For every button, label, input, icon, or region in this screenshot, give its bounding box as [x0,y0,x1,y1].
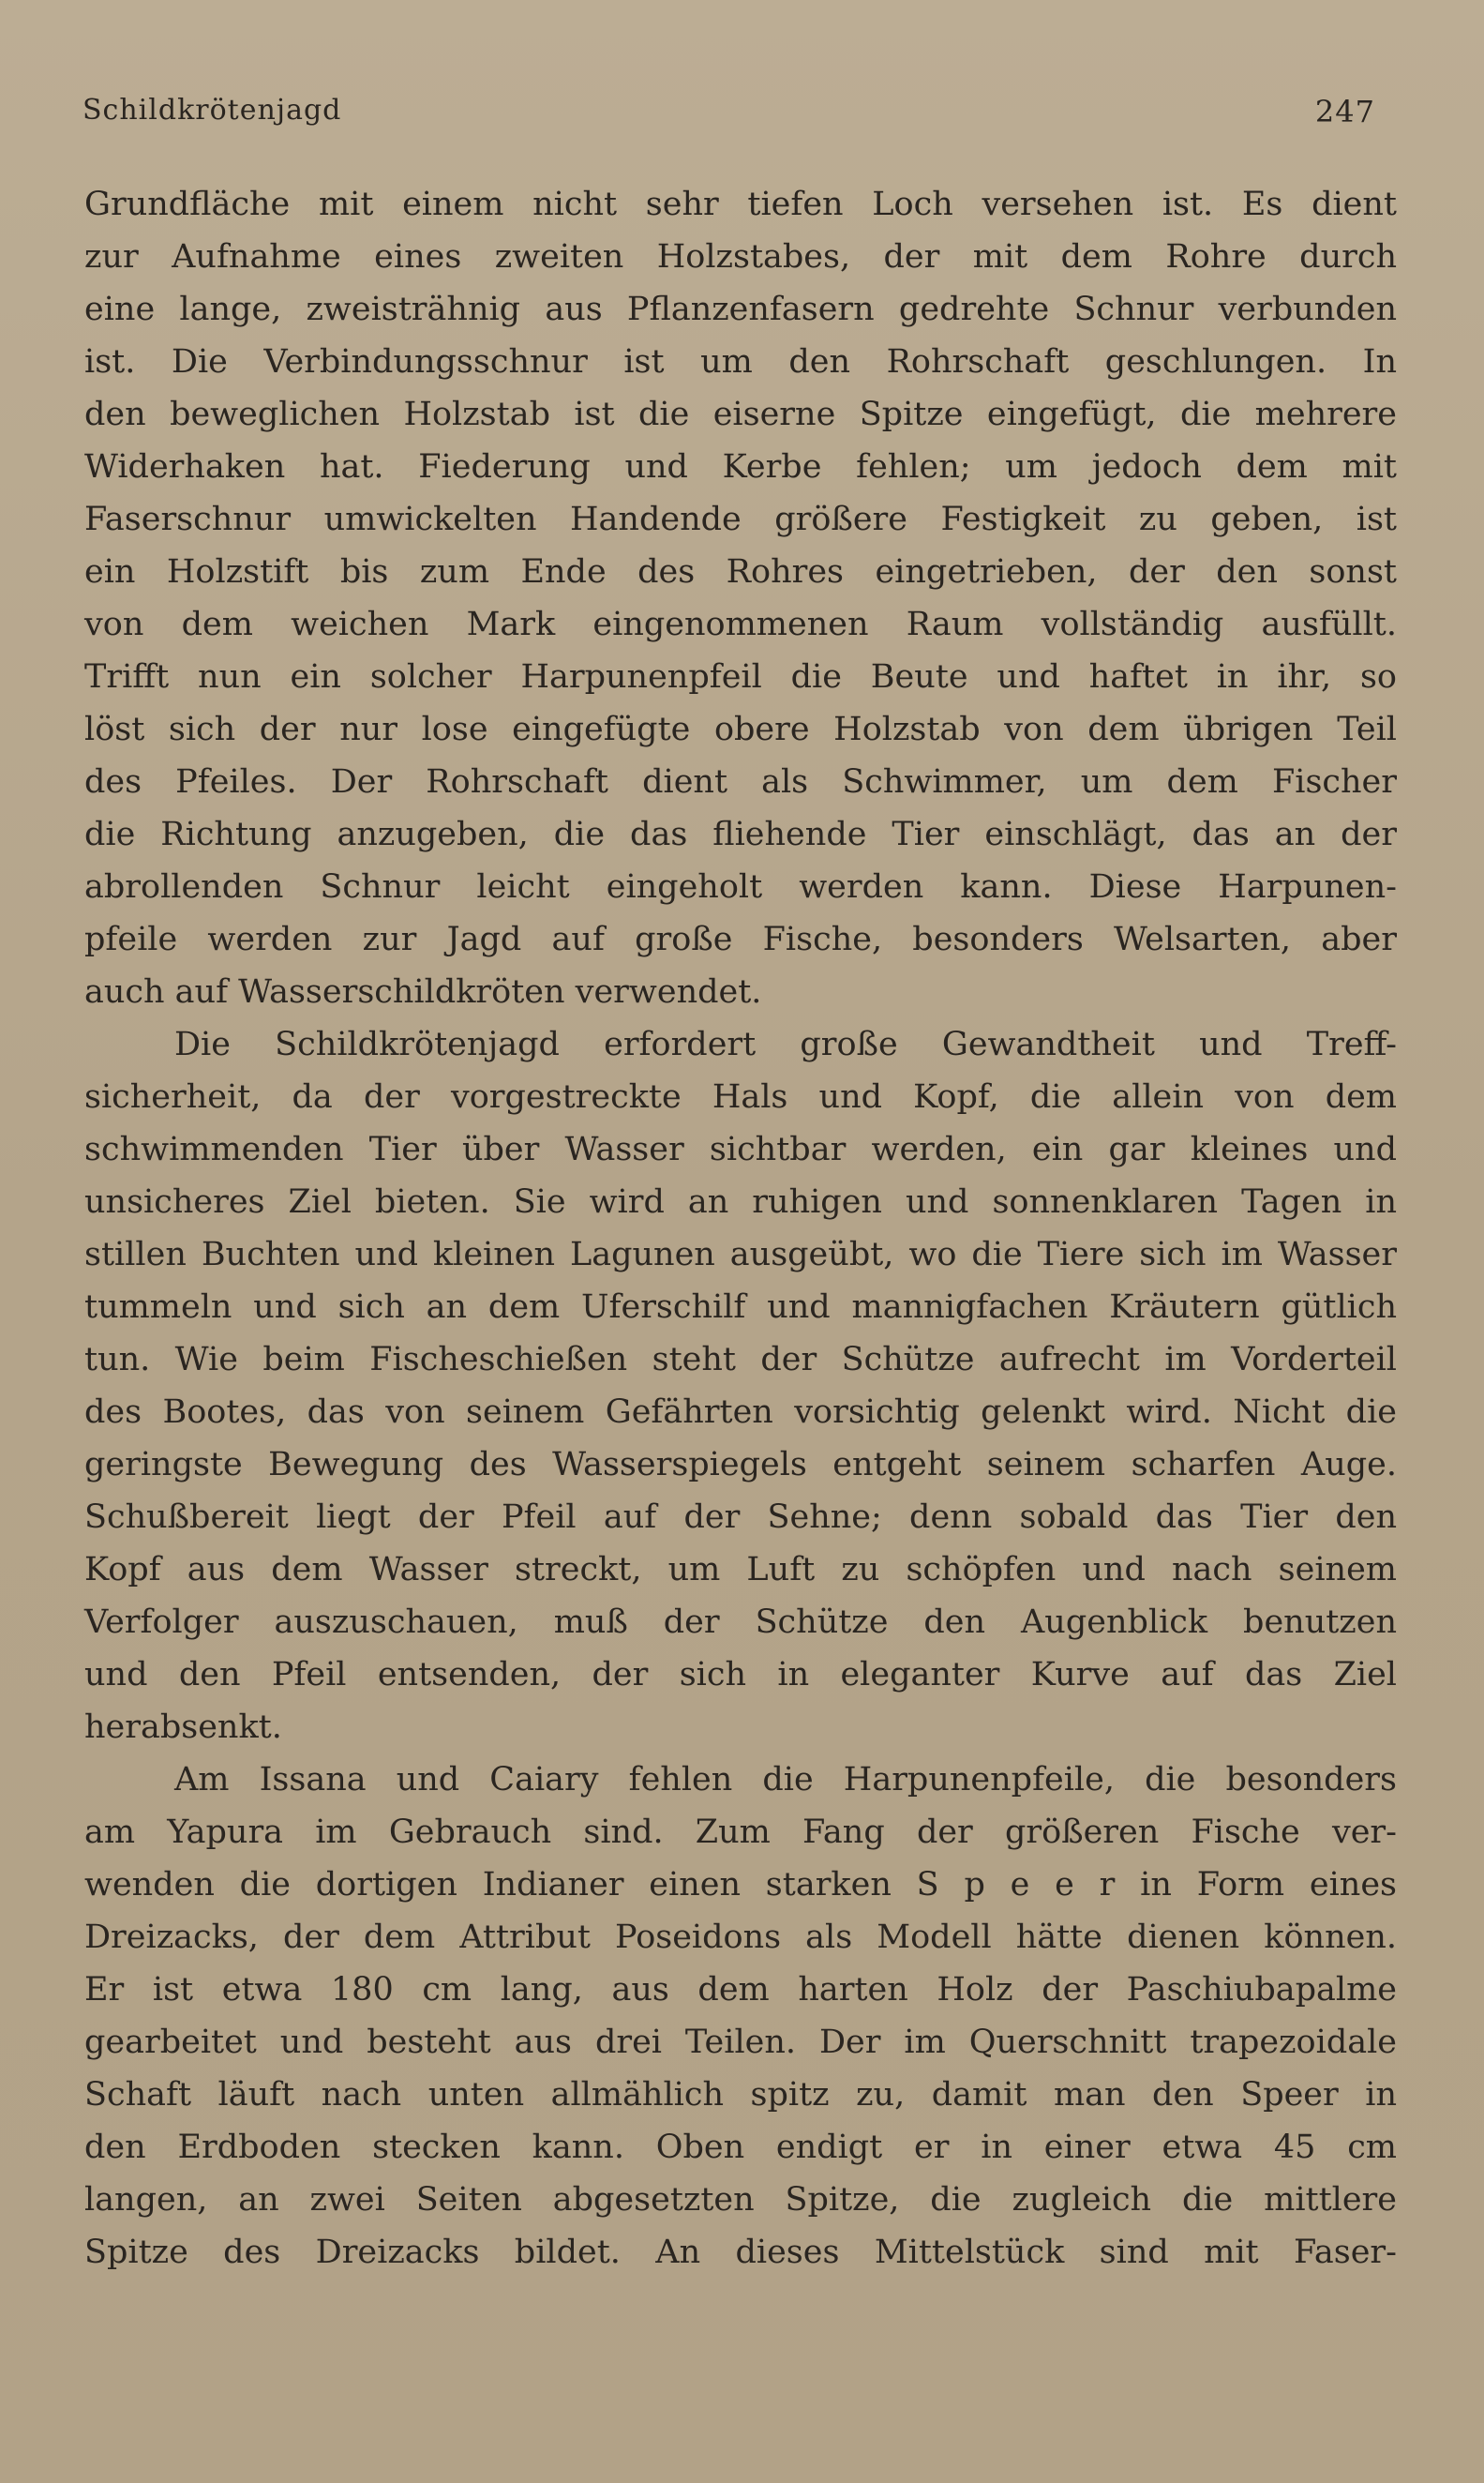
text-line: Er ist etwa 180 cm lang, aus dem harten Holz der Paschiubapalme [84,1971,1397,2009]
text-line: tummeln und sich an dem Uferschilf und mannigfachen Kräutern gütlich [84,1288,1397,1326]
text-line: Widerhaken hat. Fiederung und Kerbe fehlen; um jedoch dem mit [84,448,1397,486]
text-line: Faserschnur umwickelten Handende größere Festigkeit zu geben, ist [84,501,1397,538]
body-text [84,178,1397,2279]
text-line: gearbeitet und besteht aus drei Teilen. Der im Querschnitt trapezoidale [84,2024,1397,2061]
text-line: des Bootes, das von seinem Gefährten vorsichtig gelenkt wird. Nicht die [84,1393,1397,1431]
text-line: geringste Bewegung des Wasserspiegels entgeht seinem scharfen Auge. [84,1446,1397,1483]
text-line: und den Pfeil entsenden, der sich in eleganter Kurve auf das Ziel [84,1656,1397,1693]
text-line: Schaft läuft nach unten allmählich spitz zu, damit man den Speer in [84,2076,1397,2114]
text-line: den beweglichen Holzstab ist die eiserne Spitze eingefügt, die mehrere [84,396,1397,433]
text-line: wenden die dortigen Indianer einen starken S p e e r in Form eines [84,1866,1397,1904]
text-line: langen, an zwei Seiten abgesetzten Spitze, die zugleich die mittlere [84,2181,1397,2219]
text-line: Kopf aus dem Wasser streckt, um Luft zu schöpfen und nach seinem [84,1551,1397,1588]
text-line: eine lange, zweisträhnig aus Pflanzenfasern gedrehte Schnur verbunden [84,291,1397,328]
text-line: auch auf Wasserschildkröten verwendet. [84,973,762,1011]
text-line: Am Issana und Caiary fehlen die Harpunenpfeile, die besonders [174,1761,1397,1798]
text-line: Trifft nun ein solcher Harpunenpfeil die Beute und haftet in ihr, so [84,658,1397,696]
text-line: Spitze des Dreizacks bildet. An dieses Mittelstück sind mit Faser- [84,2234,1397,2271]
text-line: Dreizacks, der dem Attribut Poseidons als Modell hätte dienen können. [84,1919,1397,1956]
text-line: Verfolger auszuschauen, muß der Schütze den Augenblick benutzen [84,1603,1397,1641]
text-line: pfeile werden zur Jagd auf große Fische, besonders Welsarten, aber [84,921,1397,958]
text-line: von dem weichen Mark eingenommenen Raum vollständig ausfüllt. [84,606,1397,643]
text-line: des Pfeiles. Der Rohrschaft dient als Schwimmer, um dem Fischer [84,763,1397,801]
page-number: 247 [1314,94,1375,129]
text-line: tun. Wie beim Fischeschießen steht der Schütze aufrecht im Vorderteil [84,1341,1397,1378]
text-line: stillen Buchten und kleinen Lagunen ausgeübt, wo die Tiere sich im Wasser [84,1236,1397,1273]
text-line: unsicheres Ziel bieten. Sie wird an ruhigen und sonnenklaren Tagen in [84,1183,1397,1221]
running-head [82,94,1390,135]
text-line: zur Aufnahme eines zweiten Holzstabes, der mit dem Rohre durch [84,238,1397,276]
text-line: schwimmenden Tier über Wasser sichtbar werden, ein gar kleines und [84,1131,1397,1168]
text-line: Schußbereit liegt der Pfeil auf der Sehne; denn sobald das Tier den [84,1498,1397,1536]
text-line: sicherheit, da der vorgestreckte Hals und Kopf, die allein von dem [84,1078,1397,1116]
text-line: löst sich der nur lose eingefügte obere Holzstab von dem übrigen Teil [84,711,1397,748]
text-line: Die Schildkrötenjagd erfordert große Gewandtheit und Treff- [174,1026,1397,1063]
paragraph [84,1753,1397,2279]
text-line: abrollenden Schnur leicht eingeholt werden kann. Diese Harpunen- [84,868,1397,906]
text-line: die Richtung anzugeben, die das fliehende Tier einschlägt, das an der [84,816,1397,853]
text-line: den Erdboden stecken kann. Oben endigt er in einer etwa 45 cm [84,2129,1397,2166]
text-line: ein Holzstift bis zum Ende des Rohres eingetrieben, der den sonst [84,553,1397,591]
running-title: Schildkrötenjagd [82,94,342,127]
text-line: am Yapura im Gebrauch sind. Zum Fang der größeren Fische ver- [84,1813,1397,1851]
paragraph [84,1018,1397,1753]
text-line: ist. Die Verbindungsschnur ist um den Rohrschaft geschlungen. In [84,343,1397,381]
paragraph [84,178,1397,1018]
text-line: herabsenkt. [84,1708,282,1746]
text-line: Grundfläche mit einem nicht sehr tiefen Loch versehen ist. Es dient [84,186,1397,223]
